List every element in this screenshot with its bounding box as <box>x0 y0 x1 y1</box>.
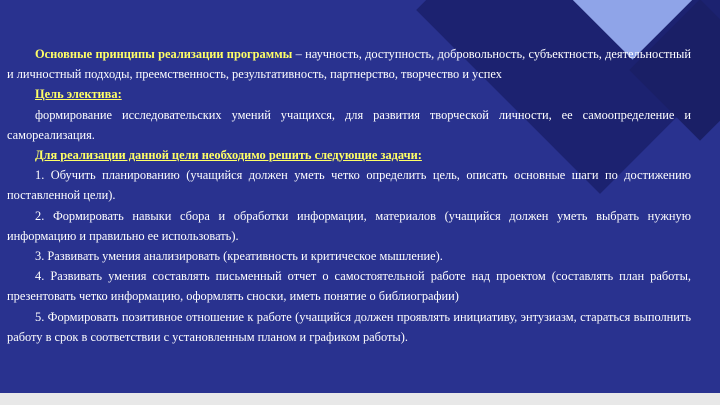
task-item-3: 3. Развивать умения анализировать (креативность и критическое мышление). <box>35 249 443 264</box>
goal-text: формирование исследовательских умений учащихся, для развития творческой личности, ее самоопределение и самореализация. <box>7 107 691 142</box>
principles-text: – научность, доступность, добровольность, субъектность, деятельностный и личностный подходы, преемственность, результативность, партнерство, творчество и успех <box>7 47 691 82</box>
bottom-strip <box>0 393 720 405</box>
principles-heading: Основные принципы реализации программы <box>35 47 293 61</box>
tasks-heading-paragraph <box>7 145 691 165</box>
goal-heading-paragraph <box>7 84 691 104</box>
tasks-heading: Для реализации данной цели необходимо решить следующие задачи: <box>35 148 422 163</box>
principles-paragraph <box>7 44 691 84</box>
task-item-1: 1. Обучить планированию (учащийся должен уметь четко определить цель, описать основные шаги по достижению поставленной цели). <box>7 168 691 203</box>
task-item-2: 2. Формировать навыки сбора и обработки информации, материалов (учащийся должен уметь выбрать нужную информацию и правильно ее использовать). <box>7 208 691 243</box>
task-item-5: 5. Формировать позитивное отношение к работе (учащийся должен проявлять инициативу, энтузиазм, стараться выполнить работу в срок в соответствии с установленным планом и графиком работы). <box>7 309 691 344</box>
task-item-4: 4. Развивать умения составлять письменный отчет о самостоятельной работе над проектом (составлять план работы, презентовать четко информацию, оформлять сноски, иметь понятие о библиографии) <box>7 269 691 304</box>
slide-content <box>7 44 691 347</box>
goal-heading: Цель элективa: <box>35 87 122 102</box>
